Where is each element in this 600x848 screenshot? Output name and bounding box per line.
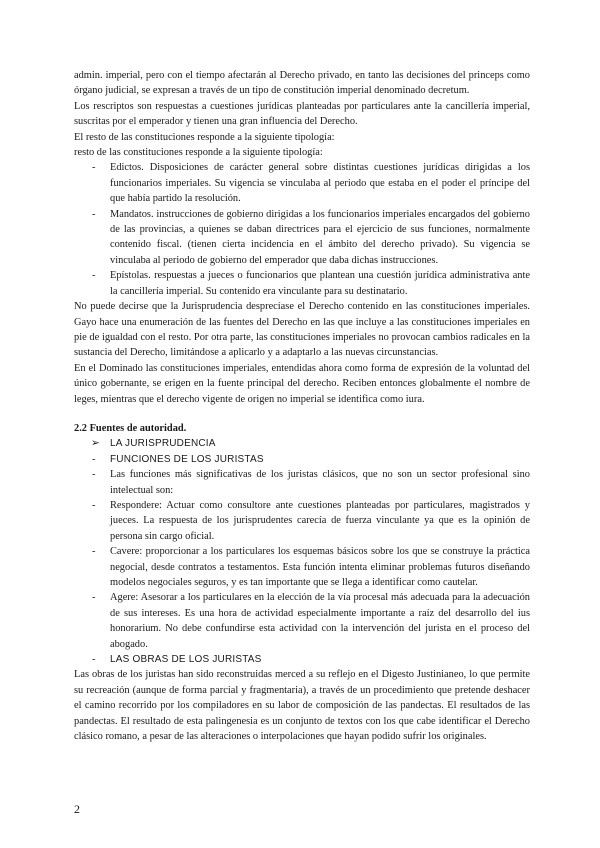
list-item-text: Cavere: proporcionar a los particulares los esquemas básicos sobre los que se construye la práctica negocial, desde contratos a testamentos. Esta función intenta eliminar problemas futuros diseñando modelos negociales seguros, y es tan importante que se llega a identificar como cautelar.: [110, 546, 530, 588]
dash-bullet: -: [92, 270, 96, 282]
list-item-text: Mandatos. instrucciones de gobierno dirigidas a los funcionarios imperiales encargados del gobierno de las provincias, a quienes se daban directrices para el ejercicio de sus funciones, normalmente contenido fiscal. (tienen cierta incidencia en el ámbito del derecho privado). Su vigencia se vinculaba al periodo de gobierno del emperador que daba dichas instrucciones.: [110, 208, 530, 266]
dash-bullet: -: [92, 499, 96, 511]
list-item: [92, 452, 530, 467]
list-item-text: Respondere: Actuar como consultore ante cuestiones planteadas por particulares, magistrados y jueces. La respuesta de los jurisprudentes carecía de fuerza vinculante ya que es la opinión de persona sin cargo oficial.: [110, 499, 530, 542]
paragraph-obras: Las obras de los juristas han sido reconstruidas merced a su reflejo en el Digesto Justinianeo, lo que permite su recreación (aunque de forma parcial y fragmentaria), a través de un procedimiento que pretende deshacer el camino recorrido por los compiladores en su labor de composición de las pandectas. El resultados de las pandectas. El resultado de esta palingenesia es un conjunto de textos con los que cabe identificar el Derecho clásico romano, a pesar de las alteraciones o interpolaciones que hayan podido sufrir los originales.: [74, 669, 530, 743]
dash-bullet: -: [92, 162, 96, 174]
constitutions-list: [92, 160, 530, 299]
page-content: [74, 68, 530, 744]
paragraph-dominado: En el Dominado las constituciones imperiales, entendidas ahora como forma de expresión de la voluntad del único gobernante, se erigen en la fuente principal del derecho. Reciben entonces globalmente el nombre de leges, mientras que el derecho vigente de origen no imperial se identifica como iura.: [74, 362, 530, 405]
dash-bullet: -: [92, 453, 96, 465]
list-item-text: Epístolas. respuestas a jueces o funcionarios que plantean una cuestión jurídica administrativa ante la cancillería imperial. Su contenido era vinculante para su destinatario.: [110, 270, 530, 297]
list-item-text: Agere: Asesorar a los particulares en la elección de la vía procesal más adecuada para la adecuación de sus intereses. Es una hora de actividad especialmente importante a raíz del desarrollo del ius honorarium. No debe confundirse esta actividad con la intervención del jurista en el proceso del abogado.: [110, 592, 530, 650]
list-item: [92, 498, 530, 544]
dash-bullet: -: [92, 654, 96, 666]
list-item-text: Las funciones más significativas de los juristas clásicos, que no son un sector profesional sino intelectual son:: [110, 469, 530, 496]
arrow-bullet-icon: ➢: [91, 438, 100, 450]
page-number: 2: [74, 802, 80, 816]
dash-bullet: -: [92, 546, 96, 558]
list-item-text: LA JURISPRUDENCIA: [110, 438, 216, 450]
list-item: [92, 652, 530, 667]
list-item: [92, 160, 530, 206]
jurists-list: [92, 436, 530, 667]
section-heading: 2.2 Fuentes de autoridad.: [74, 422, 187, 434]
paragraph-tipologia: El resto de las constituciones responde a la siguiente tipología:: [74, 131, 335, 143]
paragraph-tipologia-repeat: resto de las constituciones responde a la siguiente tipología:: [74, 147, 323, 159]
paragraph-rescriptos: Los rescriptos son respuestas a cuestiones jurídicas planteadas por particulares ante la cancillería imperial, suscritas por el emperador y tienen una gran influencia del Derecho.: [74, 100, 530, 128]
list-item: [92, 590, 530, 652]
list-item-text: Edictos. Disposiciones de carácter general sobre distintas cuestiones jurídicas dirigidas a los funcionarios imperiales. Su vigencia se vinculaba al periodo que estaba en el poder el príncipe del que había partido la resolución.: [110, 162, 530, 205]
list-item: [92, 207, 530, 269]
dash-bullet: -: [92, 208, 96, 220]
dash-bullet: -: [92, 592, 96, 604]
list-item: [92, 268, 530, 299]
dash-bullet: -: [92, 469, 96, 481]
paragraph-jurisprudencia: No puede decirse que la Jurisprudencia desprecíase el Derecho contenido en las constituciones imperiales. Gayo hace una enumeración de las fuentes del Derecho en las que incluye a las constituciones imperiales en pie de igualdad con el resto. Por otra parte, las constituciones imperiales no provocan cambios radicales en la sustancia del Derecho, limitándose a aplicarlo y a adaptarlo a las nuevas circunstancias.: [74, 301, 530, 359]
list-item: [92, 467, 530, 498]
list-item: [92, 436, 530, 451]
list-item-text: LAS OBRAS DE LOS JURISTAS: [110, 654, 262, 666]
paragraph-decretum: admin. imperial, pero con el tiempo afectarán al Derecho privado, en tanto las decisiones del princeps como órgano judicial, se expresan a través de un tipo de constitución imperial denominado decretum.: [74, 70, 530, 97]
list-item-text: FUNCIONES DE LOS JURISTAS: [110, 453, 264, 465]
list-item: [92, 544, 530, 590]
